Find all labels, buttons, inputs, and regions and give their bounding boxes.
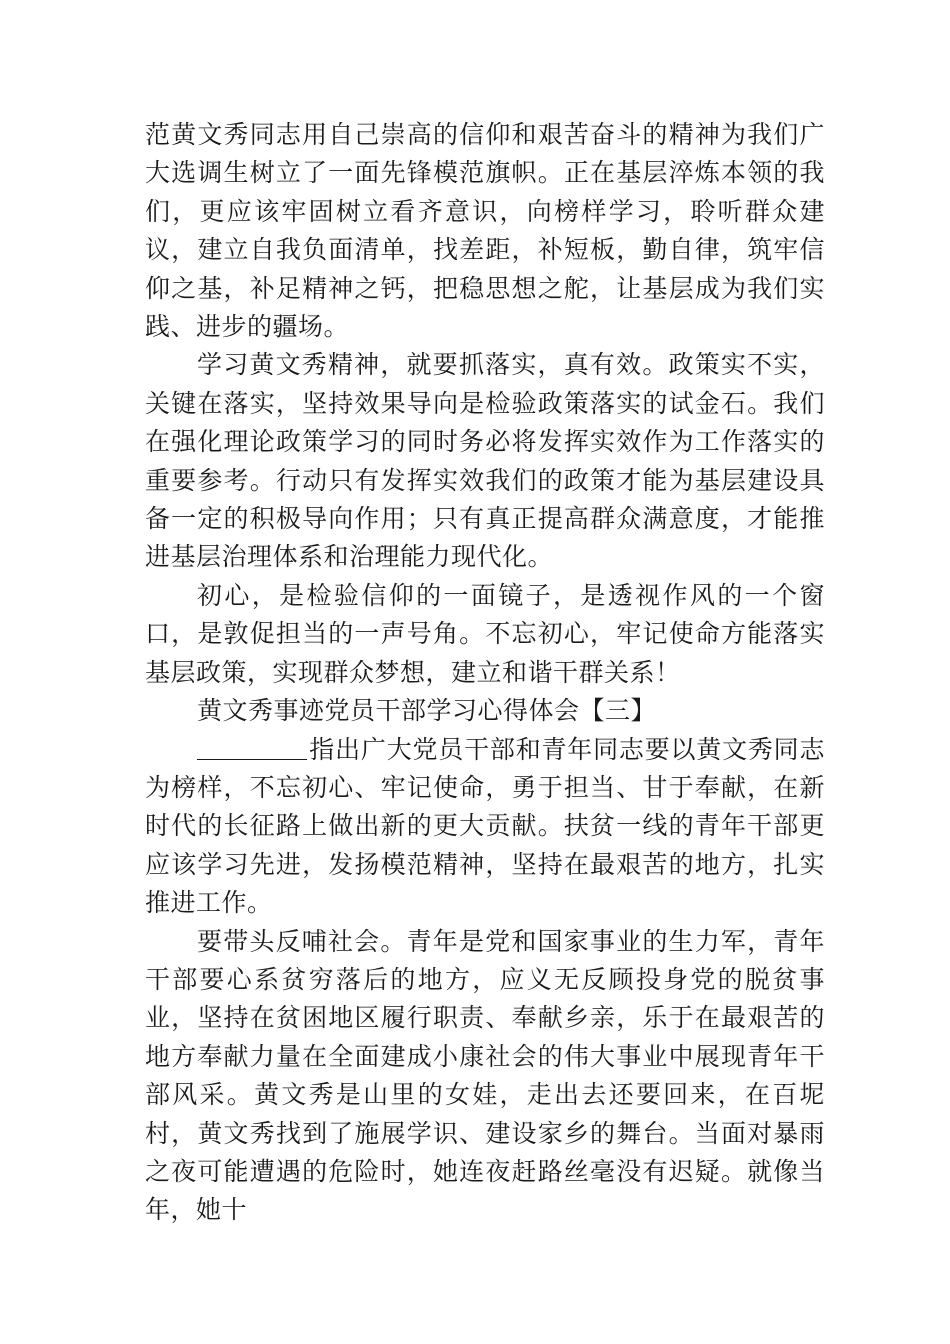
- document-body: [145, 116, 825, 1230]
- blank-underline: [197, 737, 307, 760]
- paragraph-5: 要带头反哺社会。青年是党和国家事业的生力军，青年干部要心系贫穷落后的地方，应义无反顾投身党的脱贫事业，坚持在贫困地区履行职责、奉献乡亲，乐于在最艰苦的地方奉献力量在全面建成小康社会的伟大事业中展现青年干部风采。黄文秀是山里的女娃，走出去还要回来，在百坭村，黄文秀找到了施展学识、建设家乡的舞台。当面对暴雨之夜可能遭遇的危险时，她连夜赶路丝毫没有迟疑。就像当年，她十: [145, 926, 825, 1225]
- paragraph-3: 初心，是检验信仰的一面镜子，是透视作风的一个窗口，是敦促担当的一声号角。不忘初心，牢记使命方能落实基层政策，实现群众梦想，建立和谐干群关系！: [145, 580, 825, 687]
- paragraph-4: [145, 731, 825, 923]
- paragraph-1: 范黄文秀同志用自己崇高的信仰和艰苦奋斗的精神为我们广大选调生树立了一面先锋模范旗帜。正在基层淬炼本领的我们，更应该牢固树立看齐意识，向榜样学习，聆听群众建议，建立自我负面清单，找差距，补短板，勤自律，筑牢信仰之基，补足精神之钙，把稳思想之舵，让基层成为我们实践、进步的疆场。: [145, 120, 825, 342]
- paragraph-4-text: 指出广大党员干部和青年同志要以黄文秀同志为榜样，不忘初心、牢记使命，勇于担当、甘于奉献，在新时代的长征路上做出新的更大贡献。扶贫一线的青年干部更应该学习先进，发扬模范精神，坚持在最艰苦的地方，扎实推进工作。: [145, 734, 825, 918]
- section-heading: 黄文秀事迹党员干部学习心得体会【三】: [197, 696, 657, 726]
- paragraph-2: 学习黄文秀精神，就要抓落实，真有效。政策实不实，关键在落实，坚持效果导向是检验政策落实的试金石。我们在强化理论政策学习的同时务必将发挥实效作为工作落实的重要参考。行动只有发挥实效我们的政策才能为基层建设具备一定的积极导向作用；只有真正提高群众满意度，才能推进基层治理体系和治理能力现代化。: [145, 350, 825, 572]
